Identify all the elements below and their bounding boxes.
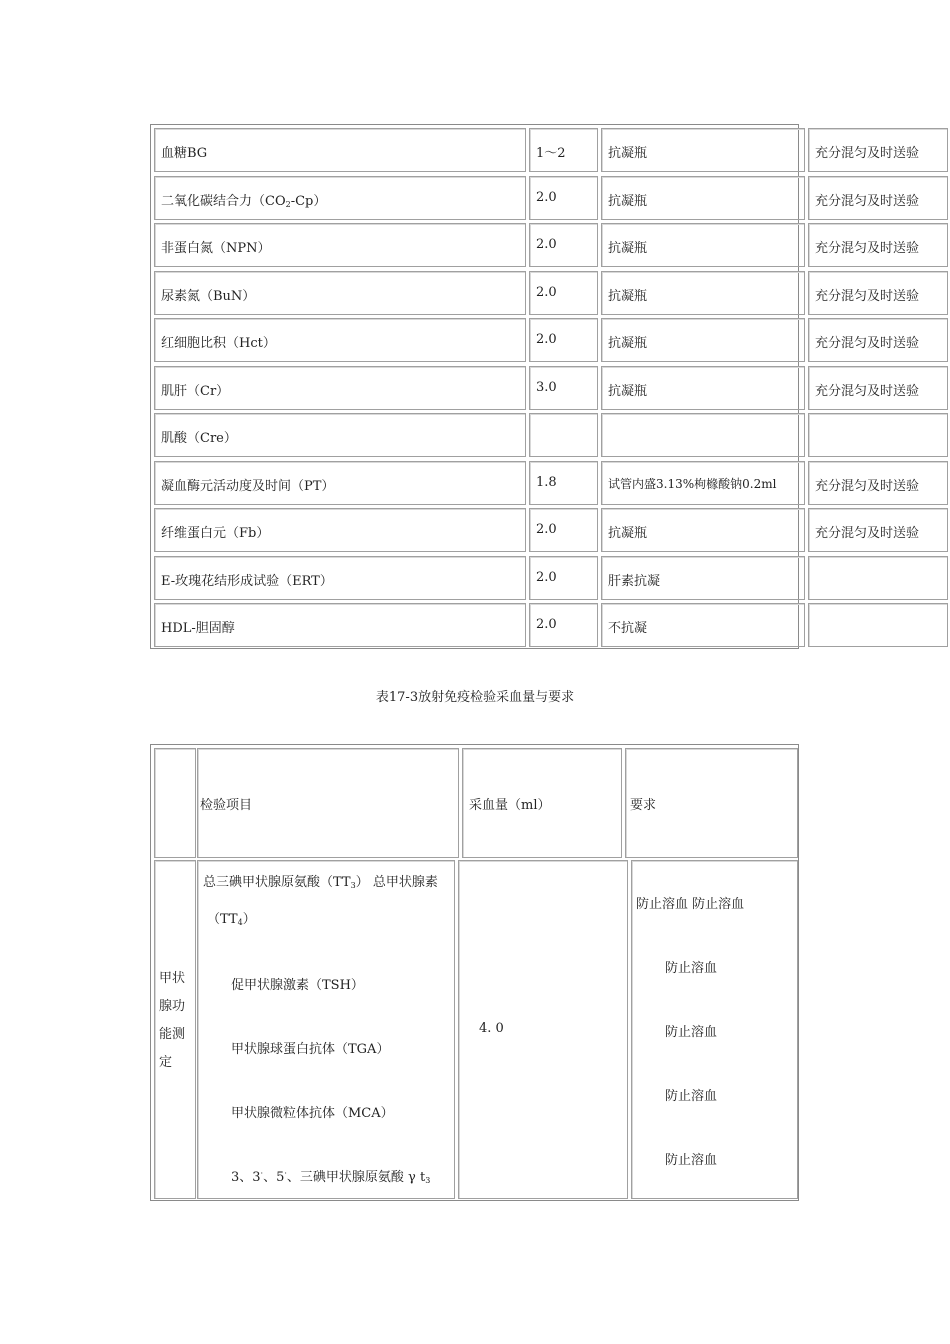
blood-test-table [150,124,920,649]
header-empty-cell [154,748,196,858]
item-name: 二氧化碳结合力$(CO_2-Cp)$ [161,193,327,209]
container-value: 不抗凝 [608,621,648,636]
volume-value: 1～2 [536,146,566,161]
item-name: HDL-胆固醇 [161,621,235,636]
requirement-cell [808,461,948,505]
volume-value: 2.0 [536,332,557,347]
item-name: 肌酸（Cre） [161,431,237,446]
requirement-cell [808,223,948,267]
requirement-value: 充分混匀及时送验 [815,383,920,399]
container-value: 抗凝瓶 [608,383,648,399]
requirement-cell [808,271,948,315]
item-name: 红细胞比积（Hct） [161,336,276,351]
item-cell [154,556,526,600]
header-item-label: 检验项目 [200,798,253,813]
item-tt4-cont: $(TT_4)$ [207,912,256,927]
container-cell [601,508,805,552]
item-mca: 甲状腺微粒体抗体（MCA） [231,1106,394,1121]
container-value: 试管内盛3.13%枸橼酸钠0.2ml [608,476,777,491]
item-cell [154,508,526,552]
requirement-line: 防止溶血 [665,1153,718,1168]
radioimmunoassay-table [150,744,799,1201]
item-cell [154,366,526,410]
table-row [151,553,798,600]
volume-cell [529,128,598,172]
header-requirement-label: 要求 [630,798,657,813]
item-cell [154,176,526,220]
requirement-cell [808,128,948,172]
item-tt3-tt4: 总三碘甲状腺原氨酸$(TT_3)$ 总甲状腺素 [203,875,438,890]
volume-cell [529,223,598,267]
requirement-cell [808,413,948,457]
container-value: 抗凝瓶 [608,288,648,304]
volume-value: 2.0 [536,569,557,585]
item-name: 尿素氮（BuN） [161,288,256,304]
container-value: 抗凝瓶 [608,526,648,541]
table-row [151,458,920,505]
volume-cell [458,860,628,1199]
table-row [151,125,920,172]
requirements-cell [631,860,798,1199]
container-cell [601,603,805,647]
item-cell [154,413,526,457]
table-row [151,600,798,647]
item-name: E-玫瑰花结形成试验（ERT） [161,573,333,589]
requirement-line: 防止溶血 [665,961,718,976]
container-cell [601,223,805,267]
volume-value: 4. 0 [479,1021,504,1036]
item-name: 血糖BG [161,146,208,161]
requirement-value: 充分混匀及时送验 [815,478,920,494]
container-cell [601,413,805,457]
table-row [151,315,920,362]
volume-value: 2.0 [536,284,557,300]
table-row [151,173,920,220]
volume-value: 1.8 [536,474,557,490]
volume-value: 3.0 [536,379,557,395]
volume-cell [529,271,598,315]
requirement-cell [808,508,948,552]
requirement-cell [808,318,948,362]
container-cell [601,176,805,220]
requirement-cell [808,556,948,600]
container-cell [601,128,805,172]
requirement-value: 充分混匀及时送验 [815,146,920,161]
requirement-line: 防止溶血 [665,1025,718,1040]
requirement-cell [808,176,948,220]
item-tga: 甲状腺球蛋白抗体（TGA） [231,1042,390,1057]
requirement-cell [808,366,948,410]
volume-cell [529,461,598,505]
volume-cell [529,603,598,647]
requirement-value: 充分混匀及时送验 [815,241,920,256]
container-value: 抗凝瓶 [608,336,648,351]
table-caption: 表17-3放射免疫检验采血量与要求 [375,690,575,705]
table-row [151,268,920,315]
item-name: 非蛋白氮（NPN） [161,241,271,256]
volume-cell [529,366,598,410]
item-rt3: 3、3·、5·、三碘甲状腺原氨酸 γ $t_3$ [231,1169,431,1185]
item-cell [154,128,526,172]
table-row [151,505,920,552]
container-value: 肝素抗凝 [608,573,661,589]
container-cell [601,366,805,410]
volume-cell [529,318,598,362]
item-cell [154,461,526,505]
table-row [151,363,920,410]
volume-cell [529,176,598,220]
item-name: 肌肝（Cr） [161,383,230,399]
volume-value: 2.0 [536,522,557,537]
item-cell [154,603,526,647]
volume-cell [529,556,598,600]
item-tsh: 促甲状腺激素（TSH） [231,978,364,993]
container-value: 抗凝瓶 [608,241,648,256]
item-cell [154,223,526,267]
requirement-line: 防止溶血 防止溶血 [636,897,745,912]
container-cell [601,318,805,362]
requirement-cell [808,603,948,647]
requirement-value: 充分混匀及时送验 [815,288,920,304]
test-items-cell [197,860,455,1199]
container-cell [601,461,805,505]
volume-cell [529,508,598,552]
volume-value: 2.0 [536,617,557,632]
table-row [151,410,798,457]
header-requirement-cell [625,748,798,858]
volume-cell [529,413,598,457]
volume-value: 2.0 [536,237,557,252]
requirement-value: 充分混匀及时送验 [815,336,920,351]
item-name: 凝血酶元活动度及时间（PT） [161,478,335,494]
header-item-cell [197,748,459,858]
requirement-value: 充分混匀及时送验 [815,193,920,209]
requirement-value: 充分混匀及时送验 [815,526,920,541]
container-value: 抗凝瓶 [608,193,648,209]
requirement-line: 防止溶血 [665,1089,718,1104]
container-cell [601,271,805,315]
volume-value: 2.0 [536,189,557,205]
item-cell [154,318,526,362]
group-label-cell [154,860,196,1199]
header-volume-cell [462,748,622,858]
item-cell [154,271,526,315]
header-volume-label: 采血量（ml） [469,798,551,813]
container-value: 抗凝瓶 [608,146,648,161]
container-cell [601,556,805,600]
item-name: 纤维蛋白元（Fb） [161,526,270,541]
group-label: 甲状 腺功 能测 定 [159,971,186,1070]
table-row [151,220,920,267]
